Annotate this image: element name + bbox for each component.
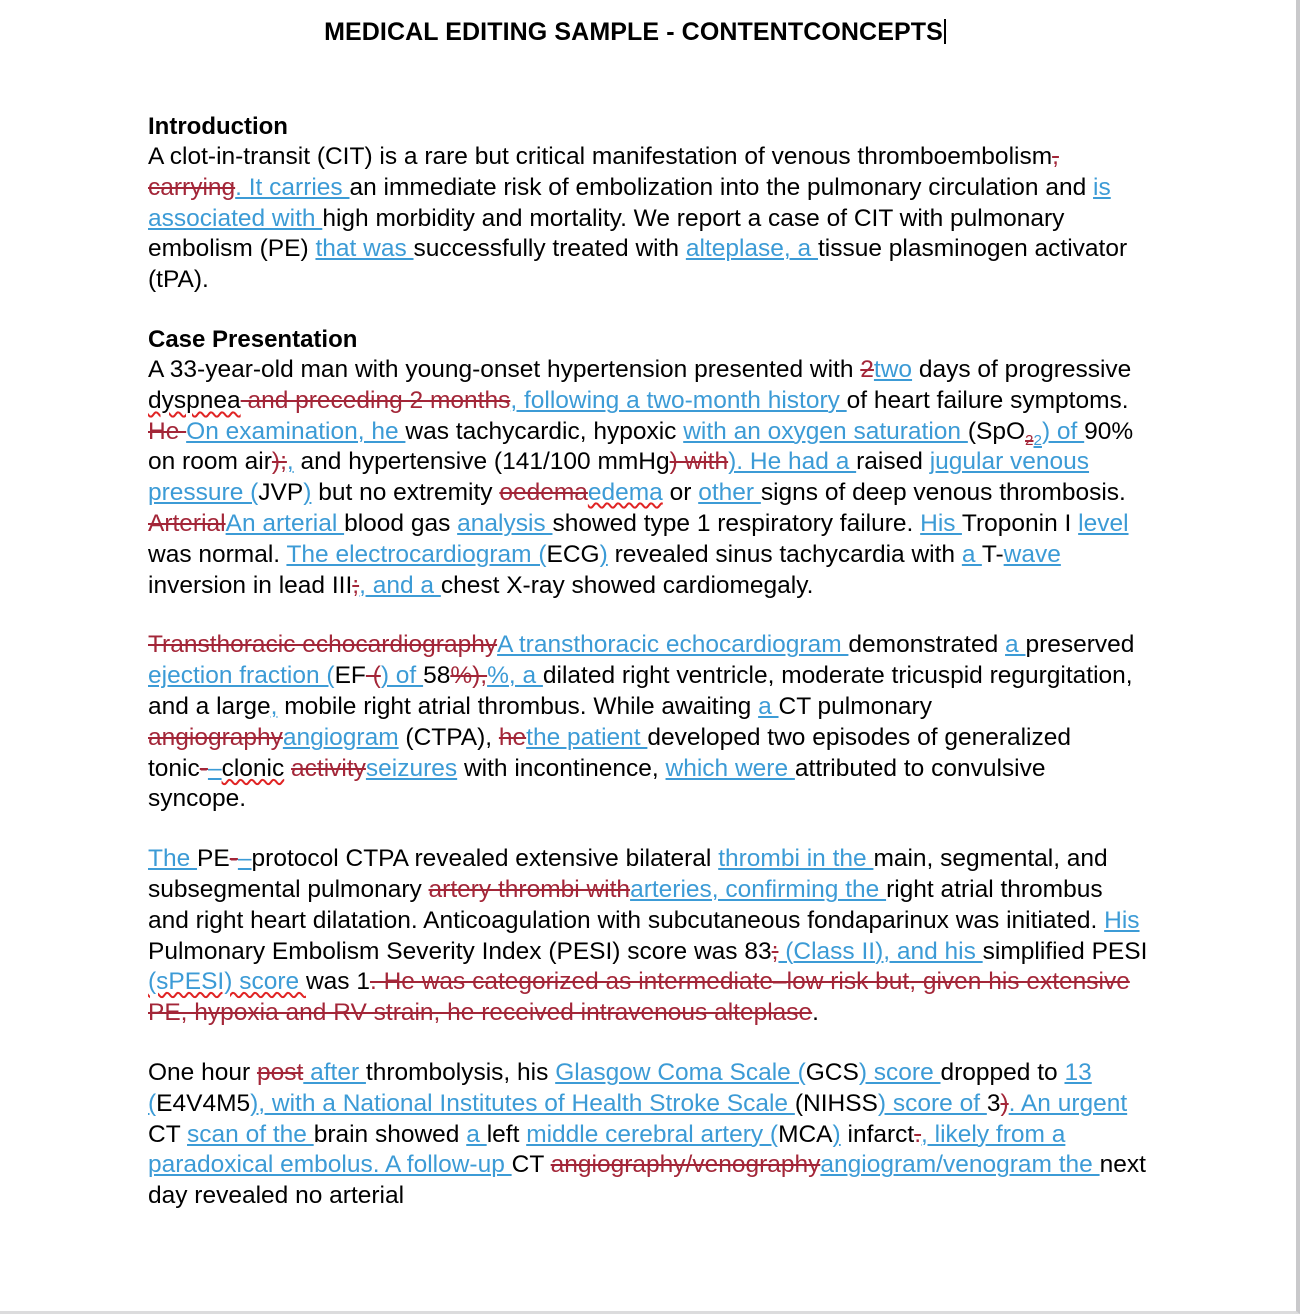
inserted-text: thrombi in the <box>718 845 874 873</box>
inserted-text: seizures <box>365 754 458 782</box>
deleted-text: ( <box>365 662 381 690</box>
deleted-text: he <box>498 723 527 751</box>
inserted-text: ) <box>599 540 608 568</box>
text-run: tissue plasminogen activator (tPA). <box>148 235 1128 294</box>
inserted-text: arteries, confirming the <box>630 875 887 903</box>
text-run: Pulmonary Embolism Severity Index (PESI) score was 83 <box>148 937 772 965</box>
text-run: blood gas <box>344 509 458 537</box>
paragraph-case-3[interactable] <box>148 844 1148 1029</box>
text-run: or <box>662 479 699 507</box>
inserted-text: – <box>207 754 222 782</box>
inserted-text: middle cerebral artery ( <box>526 1120 779 1148</box>
text-run: dilated right ventricle, moderate tricuspid regurgitation, and a large <box>148 662 1133 720</box>
inserted-text: A transthoracic echocardiogram <box>497 631 849 659</box>
text-run: was tachycardic, hypoxic <box>405 417 684 445</box>
inserted-text: jugular venous pressure ( <box>148 448 1090 507</box>
deleted-text: . He was categorized as intermediate–low risk but, given his extensive PE, hypoxia and RV strain, he received intravenous alteplase <box>148 968 1130 1027</box>
text-run: developed two episodes of generalized tonic <box>148 723 1071 782</box>
text-run: PE <box>197 845 230 873</box>
text-run: demonstrated <box>848 631 1006 659</box>
deleted-text: - <box>199 754 208 782</box>
text-run: A 33-year-old man with young-onset hypertension presented with <box>148 355 861 383</box>
page-title-text: MEDICAL EDITING SAMPLE - CONTENTCONCEPTS <box>324 18 943 46</box>
inserted-text: An arterial <box>225 509 345 537</box>
deleted-text: oedema <box>499 479 588 507</box>
inserted-text: ) <box>303 479 312 507</box>
inserted-text: a <box>758 692 779 720</box>
inserted-text: , <box>270 692 278 720</box>
deleted-text: activity <box>291 754 366 782</box>
text-run: One hour <box>148 1058 257 1086</box>
text-run: revealed sinus tachycardia with <box>607 540 962 568</box>
text-run: signs of deep venous thrombosis. <box>760 479 1126 507</box>
text-run: right atrial thrombus and right heart dilatation. Anticoagulation with subcutaneous fondaparinux was initiated. <box>148 875 1105 934</box>
inserted-text: , likely from a paradoxical embolus. A follow-up <box>148 1120 1066 1179</box>
inserted-text: ) of <box>380 662 424 690</box>
text-run: was 1 <box>305 968 370 996</box>
document-body[interactable] <box>148 112 1148 1212</box>
text-run: CT <box>148 1120 188 1148</box>
inserted-misspelled-text: (sPESI) score <box>148 968 306 996</box>
inserted-text: , and a <box>359 571 441 599</box>
inserted-text: ). He had a <box>728 448 857 476</box>
inserted-text: ejection fraction ( <box>148 662 335 690</box>
inserted-text: two <box>873 355 913 383</box>
text-run: high morbidity and mortality. We report a case of CIT with pulmonary embolism (PE) <box>148 204 1065 263</box>
text-run: . <box>812 999 819 1027</box>
deleted-text: ); <box>271 448 287 476</box>
deleted-subscript: 2 <box>1025 431 1034 449</box>
text-run: thrombolysis, his <box>365 1058 556 1086</box>
text-run: showed type 1 respiratory failure. <box>552 509 921 537</box>
paragraph-case-2[interactable] <box>148 630 1148 815</box>
text-run: Troponin I <box>961 509 1079 537</box>
deleted-text: ) <box>1000 1089 1009 1117</box>
inserted-text: level <box>1078 509 1129 537</box>
deleted-text: - <box>229 845 238 873</box>
text-run: simplified PESI <box>982 937 1148 965</box>
inserted-subscript: 2 <box>1033 431 1042 449</box>
text-run: days of progressive <box>912 355 1132 383</box>
inserted-text: a <box>961 540 982 568</box>
inserted-text: analysis <box>457 509 553 537</box>
deleted-text: He <box>148 417 187 445</box>
inserted-text: alteplase, a <box>685 235 818 263</box>
inserted-text: that was <box>315 235 414 263</box>
text-cursor <box>944 19 946 44</box>
inserted-misspelled-text: edema <box>587 479 663 507</box>
text-run: was normal. <box>148 540 287 568</box>
text-run: main, segmental, and subsegmental pulmonary <box>148 845 1108 903</box>
deleted-text: ; <box>771 937 779 965</box>
deleted-text: Arterial <box>148 509 226 537</box>
misspelled-text: dyspnea <box>148 386 241 414</box>
text-run: of heart failure symptoms. <box>846 386 1129 414</box>
text-run: T- <box>981 540 1004 568</box>
text-run: dropped to <box>940 1058 1065 1086</box>
inserted-text: ) of <box>1041 417 1085 445</box>
heading-case-presentation: Case Presentation <box>148 325 358 353</box>
text-run: E4V4M5 <box>156 1089 251 1117</box>
text-run: left <box>486 1120 527 1148</box>
inserted-text: %, a <box>487 662 543 690</box>
deleted-text: ) with <box>669 448 729 476</box>
inserted-text: scan of the <box>187 1120 314 1148</box>
inserted-text: is associated with <box>148 173 1111 232</box>
inserted-text: ) score of <box>877 1089 987 1117</box>
inserted-text: ) score <box>858 1058 941 1086</box>
inserted-text: angiogram <box>282 723 399 751</box>
deleted-text: , carrying <box>148 143 1059 201</box>
text-run <box>284 755 291 782</box>
inserted-text: His <box>1104 906 1140 934</box>
inserted-text: . An urgent <box>1008 1089 1128 1117</box>
text-run: GCS <box>805 1058 859 1086</box>
inserted-text: a <box>466 1120 487 1148</box>
text-run: (SpO <box>967 417 1026 445</box>
text-run: (NIHSS <box>794 1089 878 1117</box>
page-title <box>0 0 1296 47</box>
inserted-text: which were <box>665 754 795 782</box>
text-run: successfully treated with <box>413 235 686 263</box>
deleted-text: artery thrombi with <box>428 875 631 903</box>
inserted-text: The <box>148 845 198 873</box>
text-run: EF <box>334 662 366 690</box>
inserted-text: after <box>303 1058 366 1086</box>
deleted-text: and preceding 2 months <box>240 386 511 414</box>
text-run: attributed to convulsive syncope. <box>148 754 1046 813</box>
inserted-text: – <box>237 845 252 873</box>
deleted-text: post <box>256 1058 304 1086</box>
text-run: 90% on room air <box>148 417 1134 476</box>
text-run: mobile right atrial thrombus. While awaiting <box>277 692 759 720</box>
text-run: an immediate risk of embolization into the pulmonary circulation and <box>349 173 1094 201</box>
inserted-text: ) <box>832 1120 841 1148</box>
inserted-text: . It carries <box>235 173 350 201</box>
inserted-text: 13 ( <box>148 1058 1092 1117</box>
text-run: chest X-ray showed cardiomegaly. <box>440 571 814 599</box>
text-run: brain showed <box>313 1120 467 1148</box>
text-run: inversion in lead III <box>148 571 353 599</box>
text-run: next day revealed no arterial <box>148 1151 1146 1210</box>
inserted-text: His <box>920 509 962 537</box>
inserted-text: the patient <box>526 723 648 751</box>
inserted-text: angiogram/venogram the <box>820 1151 1100 1179</box>
text-run: and hypertensive (141/100 mmHg <box>293 448 670 476</box>
text-run: with incontinence, <box>457 754 666 782</box>
misspelled-text: clonic <box>221 754 285 782</box>
inserted-text: Glasgow Coma Scale ( <box>555 1058 806 1086</box>
text-run: 58 <box>423 662 451 690</box>
text-run: JVP <box>258 479 304 507</box>
deleted-text: %), <box>450 662 488 690</box>
paragraph-case-1[interactable] <box>148 355 1148 601</box>
deleted-text: 2 <box>860 355 874 383</box>
text-run: CT pulmonary <box>778 692 932 720</box>
text-run: raised <box>856 448 930 476</box>
heading-introduction: Introduction <box>148 113 288 140</box>
text-run: 3 <box>986 1089 1001 1117</box>
deleted-text: Transthoracic echocardiography <box>148 631 498 659</box>
text-run: preserved <box>1025 631 1135 659</box>
inserted-text: ), with a National Institutes of Health Stroke Scale <box>250 1089 795 1117</box>
text-run: A clot-in-transit (CIT) is a rare but critical manifestation of venous thromboembolism <box>148 143 1053 170</box>
deleted-text: angiography <box>148 723 283 751</box>
inserted-text: , following a two-month history <box>510 386 847 414</box>
paragraph-intro-1[interactable] <box>148 142 1148 296</box>
inserted-text: with an oxygen saturation <box>683 417 968 445</box>
text-run: MCA <box>778 1120 833 1148</box>
inserted-text: (Class II), and his <box>778 937 983 965</box>
inserted-text: On examination, he <box>186 417 406 445</box>
deleted-text: . <box>914 1120 922 1148</box>
deleted-text: angiography/venography <box>550 1151 821 1179</box>
inserted-text: other <box>698 479 761 507</box>
inserted-text: , <box>286 448 294 476</box>
inserted-text: wave <box>1003 540 1061 568</box>
text-run: protocol CTPA revealed extensive bilateral <box>251 845 719 873</box>
text-run: but no extremity <box>311 479 500 507</box>
text-run: (CTPA), <box>398 723 499 751</box>
text-run: CT <box>511 1151 551 1179</box>
deleted-text: ; <box>352 571 360 599</box>
paragraph-case-4[interactable] <box>148 1058 1148 1212</box>
text-run: ECG <box>546 540 600 568</box>
inserted-text: a <box>1005 631 1026 659</box>
inserted-text: The electrocardiogram ( <box>286 540 547 568</box>
text-run: infarct <box>840 1120 915 1148</box>
